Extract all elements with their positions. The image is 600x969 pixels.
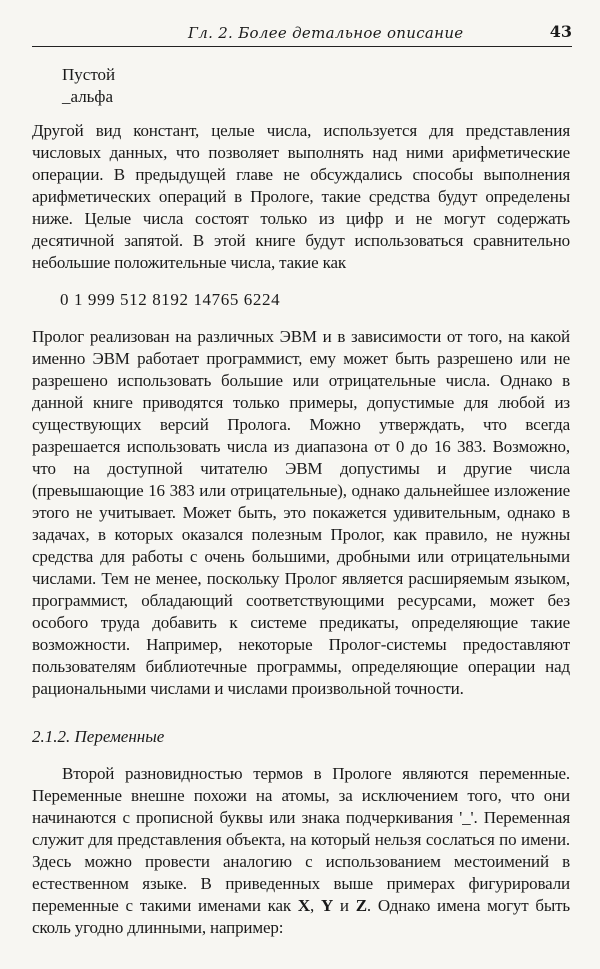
- conjunction: и: [339, 896, 349, 915]
- paragraph-integers: Другой вид констант, целые числа, используется для представления числовых данных, что позволяет выполнять над ними арифметические операции. В предыдущей главе не обсуждались способы выполнения арифметических операций в Прологе, такие средства будут определены ниже. Целые числа состоят только из цифр и не могут содержать десятичной запятой. В этой книге будут использоваться сравнительно небольшие положительные числа, такие как: [32, 121, 570, 272]
- variables-text-intro: Второй разновидностью термов в Прологе являются переменные. Переменные внешне похожи на атомы, за исключением того, что они начинаются с прописной буквы или знака подчеркивания '_'. Переменная служит для представления объекта, на который нельзя сослаться по имени. Здесь можно провести аналогию с использованием местоимений в естественном языке. В приведенных выше примерах фигурировали переменные с такими именами как: [32, 764, 570, 915]
- separator-comma: ,: [310, 896, 315, 915]
- page-number: 43: [549, 22, 572, 41]
- example-atom-1: Пустой: [62, 65, 116, 84]
- variable-z: Z: [355, 896, 367, 915]
- variable-y: Y: [320, 896, 334, 915]
- variable-x: X: [297, 896, 311, 915]
- paragraph-implementations: Пролог реализован на различных ЭВМ и в зависимости от того, на какой именно ЭВМ работает программист, ему может быть разрешено или не разрешено использовать большие или отрицательные числа. Однако в данной книге приводятся только примеры, допустимые для любой из существующих версий Пролога. Можно утверждать, что всегда разрешается использовать числа из диапазона от 0 до 16 383. Возможно, что на доступной читателю ЭВМ допустимы и другие числа (превышающие 16 383 или отрицательные), однако дальнейшее изложение этого не учитывает. Может быть, это покажется удивительным, однако в задачах, в которых оказался полезным Пролог, как правило, не нужны средства для работы с очень большими, дробными или отрицательными числами. Тем не менее, поскольку Пролог является расширяемым языком, программист, обладающий соответствующими ресурсами, может без особого труда добавить к системе предикаты, определяющие такие возможности. Например, некоторые Пролог-системы предоставляют пользователям библиотечные программы, определяющие операции над рациональными числами и числами произвольной точности.: [32, 327, 570, 698]
- example-atom-2: _альфа: [62, 87, 113, 106]
- section-heading: 2.1.2. Переменные: [32, 727, 165, 746]
- running-title: Гл. 2. Более детальное описание: [188, 24, 464, 42]
- variables-text-end: . Однако имена могут быть сколь угодно длинными, например:: [32, 896, 570, 937]
- page-header: [32, 20, 572, 47]
- paragraph-variables: [32, 763, 570, 939]
- integer-examples: 0 1 999 512 8192 14765 6224: [60, 290, 281, 309]
